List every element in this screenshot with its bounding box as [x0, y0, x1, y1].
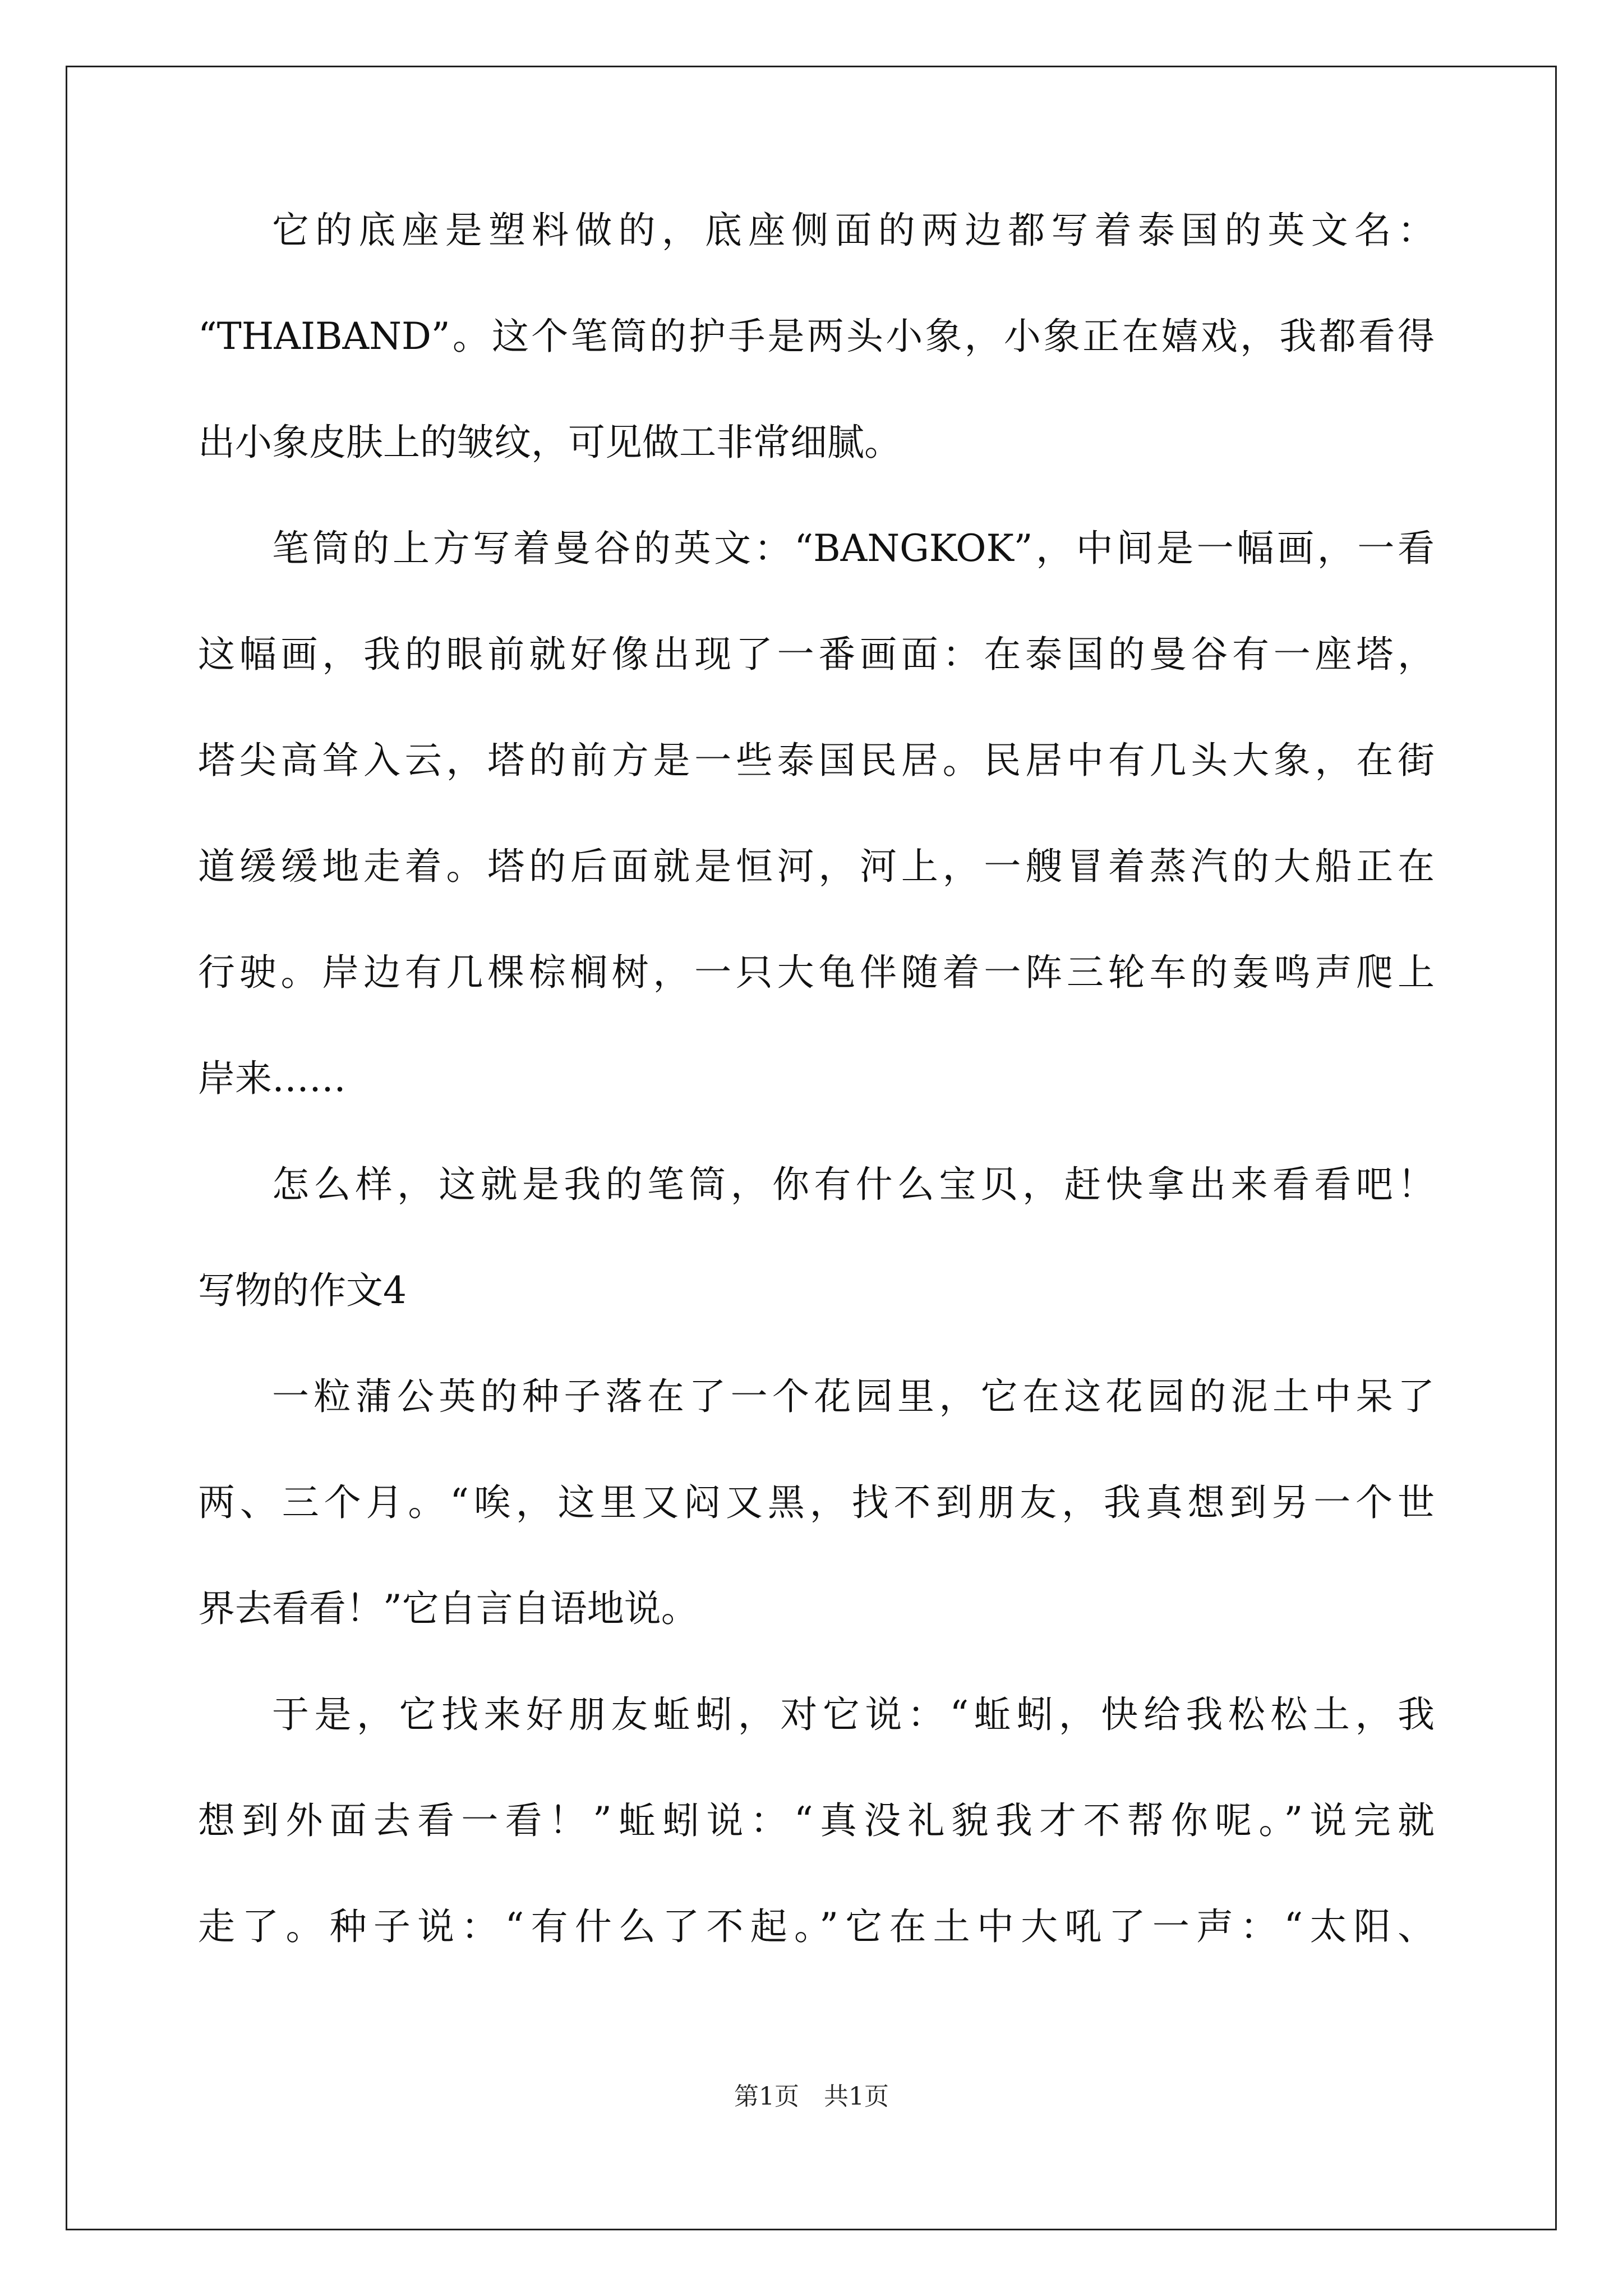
- paragraph-1-line-1: 它的底座是塑料做的，底座侧面的两边都写着泰国的英文名：: [272, 209, 1435, 252]
- paragraph-4-line-3: 界去看看！”它自言自语地说。: [198, 1587, 698, 1630]
- paragraph-2-line-4: 道缓缓地走着。塔的后面就是恒河，河上，一艘冒着蒸汽的大船正在: [198, 845, 1435, 888]
- section-heading: 写物的作文4: [198, 1269, 407, 1312]
- paragraph-2-line-2: 这幅画，我的眼前就好像出现了一番画面：在泰国的曼谷有一座塔，: [198, 633, 1435, 676]
- paragraph-3-line-1: 怎么样，这就是我的笔筒，你有什么宝贝，赶快拿出来看看吧！: [272, 1163, 1435, 1206]
- paragraph-5-line-1: 于是，它找来好朋友蚯蚓，对它说：“蚯蚓，快给我松松土，我: [272, 1693, 1435, 1736]
- paragraph-2-line-6: 岸来……: [198, 1057, 346, 1100]
- paragraph-1-line-2: “THAIBAND”。这个笔筒的护手是两头小象，小象正在嬉戏，我都看得: [198, 315, 1435, 358]
- paragraph-2-line-5: 行驶。岸边有几棵棕榈树，一只大龟伴随着一阵三轮车的轰鸣声爬上: [198, 951, 1435, 994]
- paragraph-4-line-1: 一粒蒲公英的种子落在了一个花园里，它在这花园的泥土中呆了: [272, 1375, 1435, 1418]
- paragraph-2-line-3: 塔尖高耸入云，塔的前方是一些泰国民居。民居中有几头大象，在街: [198, 739, 1435, 782]
- paragraph-2-line-1: 笔筒的上方写着曼谷的英文：“BANGKOK”，中间是一幅画，一看: [272, 527, 1435, 570]
- paragraph-4-line-2: 两、三个月。“唉，这里又闷又黑，找不到朋友，我真想到另一个世: [198, 1481, 1435, 1524]
- paragraph-5-line-2: 想到外面去看一看！”蚯蚓说：“真没礼貌我才不帮你呢。”说完就: [198, 1799, 1435, 1842]
- paragraph-1-line-3: 出小象皮肤上的皱纹，可见做工非常细腻。: [198, 421, 901, 464]
- document-body: [198, 209, 1435, 2014]
- page-number-footer: 第1页 共1页: [734, 2082, 889, 2111]
- paragraph-5-line-3: 走了。种子说：“有什么了不起。”它在土中大吼了一声：“太阳、: [198, 1905, 1435, 1948]
